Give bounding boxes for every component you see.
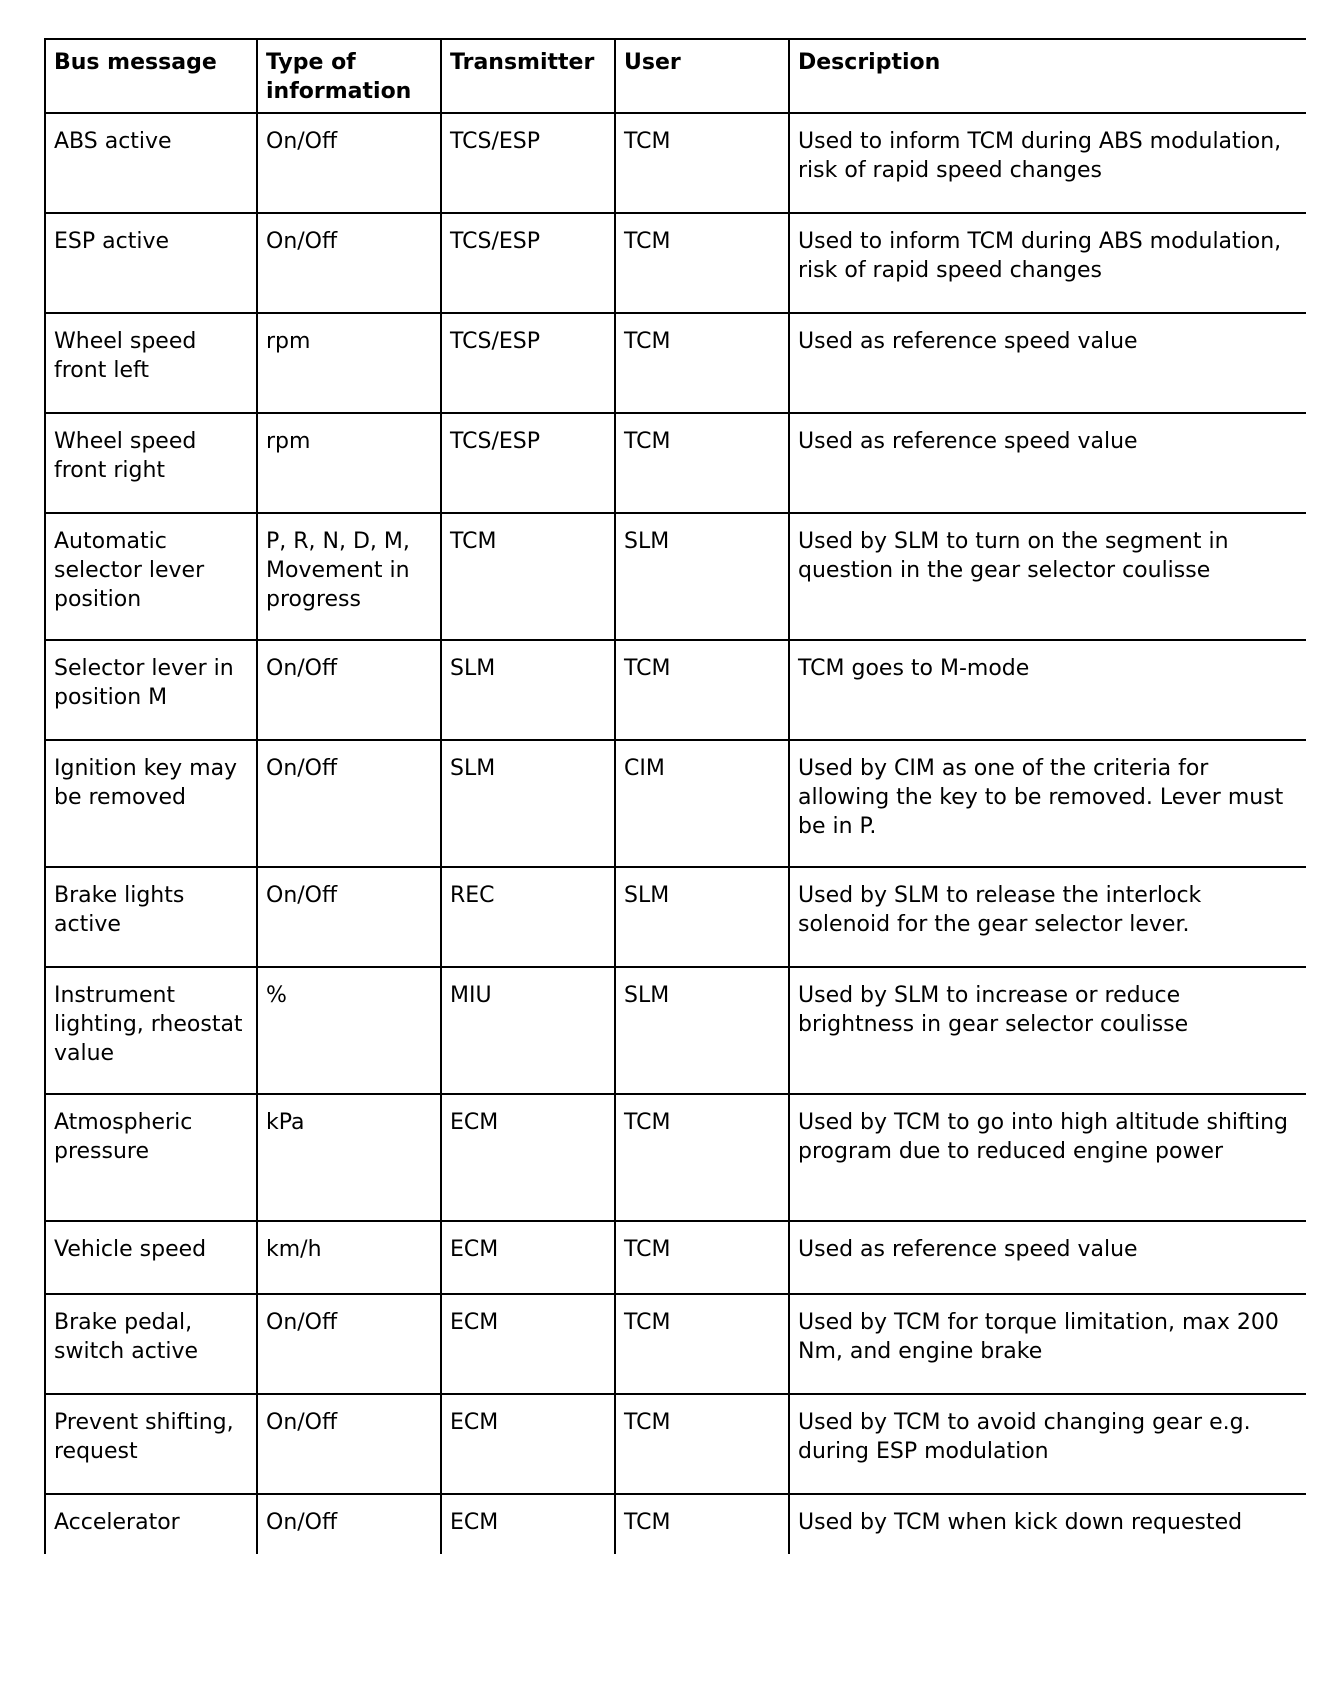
cell-transmitter: SLM bbox=[441, 740, 615, 867]
cell-description: Used by TCM to avoid changing gear e.g. during ESP modulation bbox=[789, 1394, 1306, 1494]
cell-description: Used by SLM to increase or reduce brightness in gear selector coulisse bbox=[789, 967, 1306, 1094]
cell-bus-message: ESP active bbox=[45, 213, 257, 313]
cell-bus-message: Instrument lighting, rheostat value bbox=[45, 967, 257, 1094]
cell-user: TCM bbox=[615, 1394, 789, 1494]
cell-bus-message: Wheel speed front left bbox=[45, 313, 257, 413]
header-type-of-information: Type of information bbox=[257, 39, 441, 113]
cell-transmitter: TCM bbox=[441, 513, 615, 640]
cell-type: km/h bbox=[257, 1221, 441, 1294]
cell-type: On/Off bbox=[257, 213, 441, 313]
cell-type: rpm bbox=[257, 413, 441, 513]
header-transmitter: Transmitter bbox=[441, 39, 615, 113]
cell-description: Used by TCM to go into high altitude shifting program due to reduced engine power bbox=[789, 1094, 1306, 1221]
cell-transmitter: ECM bbox=[441, 1294, 615, 1394]
cell-bus-message: Brake lights active bbox=[45, 867, 257, 967]
cell-bus-message: Brake pedal, switch active bbox=[45, 1294, 257, 1394]
table-row bbox=[45, 1294, 1306, 1394]
table-row bbox=[45, 513, 1306, 640]
cell-type: On/Off bbox=[257, 113, 441, 213]
cell-transmitter: MIU bbox=[441, 967, 615, 1094]
cell-bus-message: Atmospheric pressure bbox=[45, 1094, 257, 1221]
table-row bbox=[45, 313, 1306, 413]
cell-bus-message: Vehicle speed bbox=[45, 1221, 257, 1294]
table-row bbox=[45, 413, 1306, 513]
cell-transmitter: TCS/ESP bbox=[441, 313, 615, 413]
table-row bbox=[45, 213, 1306, 313]
cell-transmitter: SLM bbox=[441, 640, 615, 740]
cell-bus-message: Accelerator bbox=[45, 1494, 257, 1554]
cell-bus-message: ABS active bbox=[45, 113, 257, 213]
cell-type: On/Off bbox=[257, 867, 441, 967]
header-user: User bbox=[615, 39, 789, 113]
cell-type: rpm bbox=[257, 313, 441, 413]
cell-description: Used by SLM to release the interlock solenoid for the gear selector lever. bbox=[789, 867, 1306, 967]
table-row bbox=[45, 113, 1306, 213]
cell-user: SLM bbox=[615, 967, 789, 1094]
header-row bbox=[45, 39, 1306, 113]
header-bus-message: Bus message bbox=[45, 39, 257, 113]
cell-user: TCM bbox=[615, 213, 789, 313]
cell-description: Used to inform TCM during ABS modulation, risk of rapid speed changes bbox=[789, 113, 1306, 213]
table-row bbox=[45, 867, 1306, 967]
cell-description: Used by TCM when kick down requested bbox=[789, 1494, 1306, 1554]
table-row bbox=[45, 1094, 1306, 1221]
table-row bbox=[45, 967, 1306, 1094]
bus-message-table bbox=[44, 38, 1306, 1554]
cell-bus-message: Automatic selector lever position bbox=[45, 513, 257, 640]
cell-description: Used by SLM to turn on the segment in question in the gear selector coulisse bbox=[789, 513, 1306, 640]
cell-transmitter: ECM bbox=[441, 1094, 615, 1221]
table-body bbox=[45, 113, 1306, 1554]
cell-type: On/Off bbox=[257, 1494, 441, 1554]
cell-bus-message: Ignition key may be removed bbox=[45, 740, 257, 867]
cell-user: TCM bbox=[615, 113, 789, 213]
cell-user: SLM bbox=[615, 513, 789, 640]
cell-bus-message: Selector lever in position M bbox=[45, 640, 257, 740]
cell-description: Used to inform TCM during ABS modulation, risk of rapid speed changes bbox=[789, 213, 1306, 313]
document-page bbox=[44, 38, 1306, 1670]
cell-transmitter: TCS/ESP bbox=[441, 413, 615, 513]
table-row bbox=[45, 640, 1306, 740]
cell-description: Used by TCM for torque limitation, max 200 Nm, and engine brake bbox=[789, 1294, 1306, 1394]
cell-user: CIM bbox=[615, 740, 789, 867]
cell-user: TCM bbox=[615, 1294, 789, 1394]
cell-description: Used as reference speed value bbox=[789, 313, 1306, 413]
cell-user: TCM bbox=[615, 313, 789, 413]
cell-transmitter: ECM bbox=[441, 1221, 615, 1294]
cell-type: On/Off bbox=[257, 1294, 441, 1394]
cell-bus-message: Wheel speed front right bbox=[45, 413, 257, 513]
cell-type: P, R, N, D, M, Movement in progress bbox=[257, 513, 441, 640]
cell-user: TCM bbox=[615, 413, 789, 513]
cell-transmitter: ECM bbox=[441, 1494, 615, 1554]
cell-user: TCM bbox=[615, 1221, 789, 1294]
cell-description: Used as reference speed value bbox=[789, 1221, 1306, 1294]
cell-user: SLM bbox=[615, 867, 789, 967]
cell-type: % bbox=[257, 967, 441, 1094]
cell-user: TCM bbox=[615, 640, 789, 740]
cell-type: kPa bbox=[257, 1094, 441, 1221]
header-description: Description bbox=[789, 39, 1306, 113]
cell-transmitter: REC bbox=[441, 867, 615, 967]
cell-bus-message: Prevent shifting, request bbox=[45, 1394, 257, 1494]
cell-description: Used by CIM as one of the criteria for allowing the key to be removed. Lever must be in P. bbox=[789, 740, 1306, 867]
table-row bbox=[45, 1394, 1306, 1494]
table-row bbox=[45, 740, 1306, 867]
cell-transmitter: TCS/ESP bbox=[441, 213, 615, 313]
cell-description: TCM goes to M-mode bbox=[789, 640, 1306, 740]
cell-transmitter: TCS/ESP bbox=[441, 113, 615, 213]
cell-user: TCM bbox=[615, 1094, 789, 1221]
table-row bbox=[45, 1221, 1306, 1294]
table-header bbox=[45, 39, 1306, 113]
cell-user: TCM bbox=[615, 1494, 789, 1554]
cell-description: Used as reference speed value bbox=[789, 413, 1306, 513]
table-row bbox=[45, 1494, 1306, 1554]
cell-type: On/Off bbox=[257, 640, 441, 740]
cell-type: On/Off bbox=[257, 1394, 441, 1494]
cell-type: On/Off bbox=[257, 740, 441, 867]
cell-transmitter: ECM bbox=[441, 1394, 615, 1494]
